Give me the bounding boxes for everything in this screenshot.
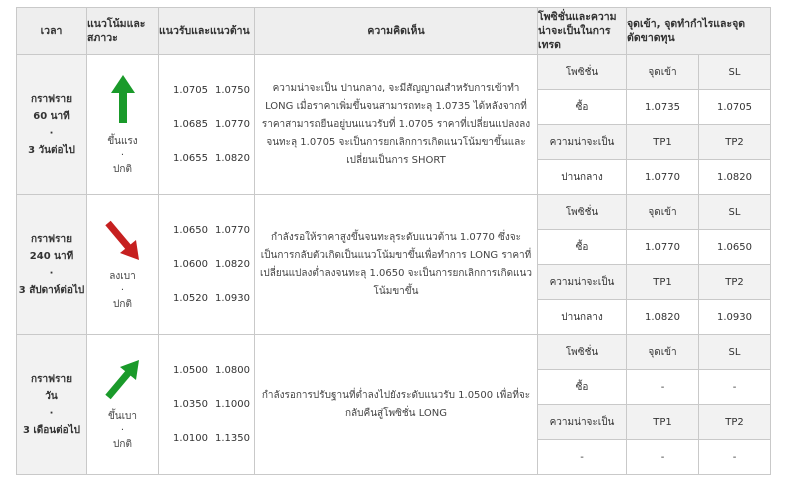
trend-cell <box>87 335 159 475</box>
position-value: ซื้อ <box>538 370 627 405</box>
resistance-value: 1.0820 <box>215 258 250 270</box>
sr-line <box>169 388 254 422</box>
timeframe-separator: · <box>49 407 54 419</box>
timeframe-cell <box>17 195 87 335</box>
header-time: เวลา <box>17 8 87 55</box>
tp1-value: 1.0770 <box>627 160 699 195</box>
timeframe-line1: กราฟราย <box>31 93 72 105</box>
header-support-resistance: แนวรับและแนวต้าน <box>159 8 255 55</box>
table-row <box>17 335 771 370</box>
timeframe-cell <box>17 335 87 475</box>
support-value: 1.0705 <box>173 84 208 96</box>
trend-cell <box>87 195 159 335</box>
timeframe-line1: กราฟราย <box>31 373 72 385</box>
trend-strength: ลงเบา <box>109 270 136 282</box>
tp2-value: 1.0820 <box>699 160 771 195</box>
timeframe-line2: วัน <box>45 390 58 402</box>
resistance-value: 1.0930 <box>215 292 250 304</box>
support-value: 1.0520 <box>173 292 208 304</box>
trend-state: ปกติ <box>113 163 132 175</box>
support-value: 1.0600 <box>173 258 208 270</box>
timeframe-line2: 60 นาที <box>33 110 70 122</box>
header-row <box>17 8 771 55</box>
resistance-value: 1.0770 <box>215 224 250 236</box>
timeframe-cell <box>17 55 87 195</box>
sr-line <box>169 282 254 316</box>
trend-state: ปกติ <box>113 298 132 310</box>
support-value: 1.0100 <box>173 432 208 444</box>
header-position: โพซิชั่นและความน่าจะเป็นในการเทรด <box>538 8 627 55</box>
timeframe-line1: กราฟราย <box>31 233 72 245</box>
tp1-label: TP1 <box>627 265 699 300</box>
timeframe-line3: 3 เดือนต่อไป <box>22 424 81 436</box>
support-value: 1.0655 <box>173 152 208 164</box>
resistance-value: 1.0770 <box>215 118 250 130</box>
timeframe-line3: 3 สัปดาห์ต่อไป <box>18 284 85 296</box>
sl-label: SL <box>699 195 771 230</box>
resistance-value: 1.0750 <box>215 84 250 96</box>
position-value: ซื้อ <box>538 230 627 265</box>
timeframe-line3: 3 วันต่อไป <box>28 144 75 156</box>
sr-line <box>169 354 254 388</box>
table-row <box>17 195 771 230</box>
resistance-value: 1.1350 <box>215 432 250 444</box>
forecast-table <box>16 7 771 475</box>
probability-label: ความน่าจะเป็น <box>538 125 627 160</box>
probability-value: ปานกลาง <box>538 300 627 335</box>
support-value: 1.0350 <box>173 398 208 410</box>
sr-line <box>169 214 254 248</box>
up-arrow-icon <box>108 73 138 125</box>
header-trend: แนวโน้มและสภาวะ <box>87 8 159 55</box>
sl-label: SL <box>699 55 771 90</box>
tp2-label: TP2 <box>699 405 771 440</box>
entry-value: 1.0770 <box>627 230 699 265</box>
trend-separator: · <box>120 149 125 161</box>
down-right-arrow-icon <box>103 218 143 262</box>
tp1-label: TP1 <box>627 405 699 440</box>
support-value: 1.0650 <box>173 224 208 236</box>
tp2-value: - <box>699 440 771 475</box>
comment-cell: กำลังรอการปรับฐานที่ต่ำลงไปยังระดับแนวรับ 1.0500 เพื่อที่จะกลับคืนสู่โพซิชั่น LONG <box>255 335 538 475</box>
header-entry-tp-sl: จุดเข้า, จุดทำกำไรและจุดตัดขาดทุน <box>627 8 771 55</box>
sr-line <box>169 248 254 282</box>
support-resistance-cell <box>159 335 255 475</box>
timeframe-separator: · <box>49 267 54 279</box>
position-label: โพซิชั่น <box>538 195 627 230</box>
sr-line <box>169 74 254 108</box>
probability-label: ความน่าจะเป็น <box>538 405 627 440</box>
sl-value: 1.0650 <box>699 230 771 265</box>
probability-label: ความน่าจะเป็น <box>538 265 627 300</box>
resistance-value: 1.1000 <box>215 398 250 410</box>
probability-value: ปานกลาง <box>538 160 627 195</box>
resistance-value: 1.0820 <box>215 152 250 164</box>
resistance-value: 1.0800 <box>215 364 250 376</box>
sl-value: 1.0705 <box>699 90 771 125</box>
trend-separator: · <box>120 284 125 296</box>
support-value: 1.0685 <box>173 118 208 130</box>
sr-line <box>169 422 254 456</box>
table-row <box>17 55 771 90</box>
tp2-label: TP2 <box>699 265 771 300</box>
sl-value: - <box>699 370 771 405</box>
position-value: ซื้อ <box>538 90 627 125</box>
tp1-value: 1.0820 <box>627 300 699 335</box>
entry-value: 1.0735 <box>627 90 699 125</box>
trend-separator: · <box>120 424 125 436</box>
tp1-value: - <box>627 440 699 475</box>
entry-label: จุดเข้า <box>627 335 699 370</box>
support-value: 1.0500 <box>173 364 208 376</box>
sr-line <box>169 142 254 176</box>
trend-cell <box>87 55 159 195</box>
support-resistance-cell <box>159 55 255 195</box>
position-label: โพซิชั่น <box>538 335 627 370</box>
tp1-label: TP1 <box>627 125 699 160</box>
sr-line <box>169 108 254 142</box>
entry-label: จุดเข้า <box>627 195 699 230</box>
comment-cell: กำลังรอให้ราคาสูงขึ้นจนทะลุระดับแนวต้าน 1.0770 ซึ่งจะเป็นการกลับตัวเกิดเป็นแนวโน้มขาขึ้นเพื่อทำการ LONG ราคาที่เปลี่ยนแปลงต่ำลงจนทะลุ 1.0650 จะเป็นการยกเลิกการเกิดแนวโน้มขาขึ้น <box>255 195 538 335</box>
probability-value: - <box>538 440 627 475</box>
trend-state: ปกติ <box>113 438 132 450</box>
entry-label: จุดเข้า <box>627 55 699 90</box>
tp2-label: TP2 <box>699 125 771 160</box>
support-resistance-cell <box>159 195 255 335</box>
sl-label: SL <box>699 335 771 370</box>
position-label: โพซิชั่น <box>538 55 627 90</box>
tp2-value: 1.0930 <box>699 300 771 335</box>
timeframe-line2: 240 นาที <box>29 250 74 262</box>
trend-strength: ขึ้นแรง <box>107 135 138 147</box>
entry-value: - <box>627 370 699 405</box>
up-right-arrow-icon <box>103 358 143 402</box>
comment-cell: ความน่าจะเป็น ปานกลาง, จะมีสัญญาณสำหรับการเข้าทำ LONG เมื่อราคาเพิ่มขึ้นจนสามารถทะลุ 1.0735 ได้หลังจากที่ราคาสามารถยืนอยู่บนแนวรับที่ 1.0705 ราคาที่เปลี่ยนแปลงลงจนทะลุ 1.0705 จะเป็นการยกเลิกการเกิดแนวโน้มขาขึ้นและเปลี่ยนเป็นการ SHORT <box>255 55 538 195</box>
header-comment: ความคิดเห็น <box>255 8 538 55</box>
timeframe-separator: · <box>49 127 54 139</box>
trend-strength: ขึ้นเบา <box>107 410 138 422</box>
